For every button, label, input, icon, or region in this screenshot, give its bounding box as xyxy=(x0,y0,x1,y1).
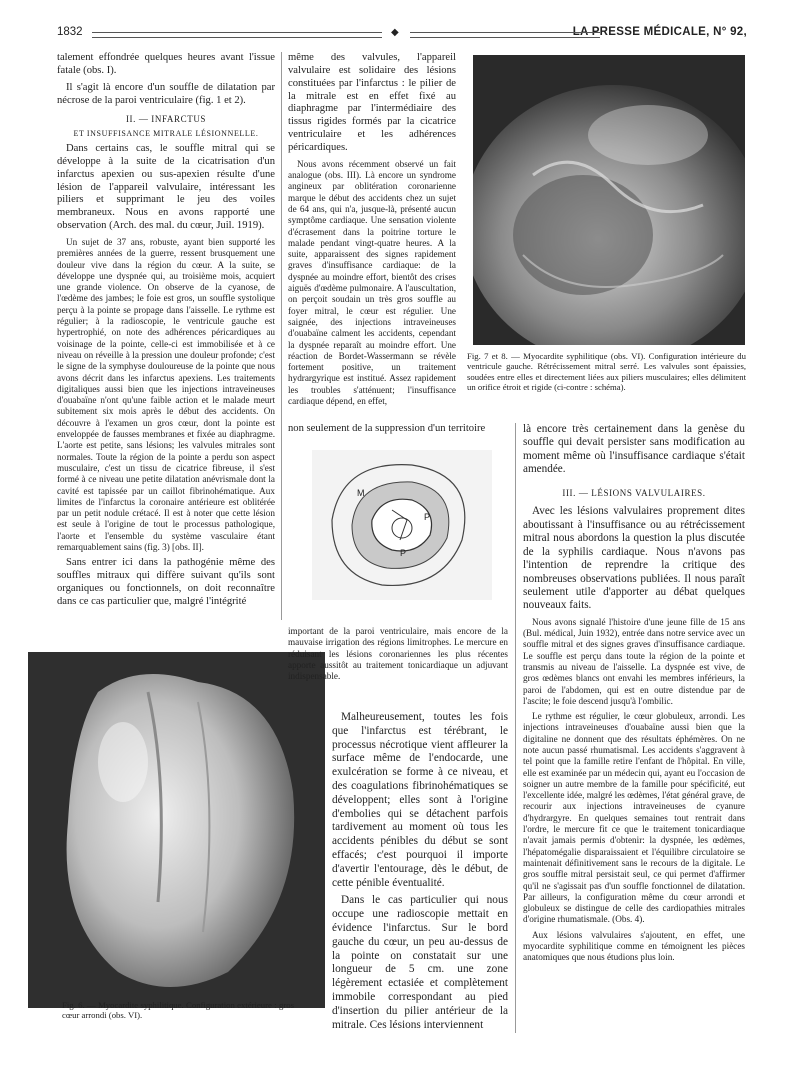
column-1 xyxy=(57,52,275,613)
column-3 xyxy=(523,423,745,968)
col2-paragraph-3: important de la paroi ventriculaire, mais encore de la mauvaise irrigation des régions limitrophes. Le mercure en réduisant les lésions coronariennes les plus récentes apporte aussitôt au traitement tonicardiaque un adjuvant indispensable. xyxy=(288,626,508,682)
col1-paragraph-1: Dans certains cas, le souffle mitral qui se développe à la suite de la cicatrisation d'un infarctus apexien ou sus-apexien résulte d'une lésion de l'appareil valvulaire, intéressant les piliers et supprimant le jeu des voiles membraneux. Nous en avons rapporté une observation (Arch. des mal. du cœur, Juil. 1919). xyxy=(57,143,275,232)
col3-paragraph-4: Le rythme est régulier, le cœur globuleux, arrondi. Les injections intraveineuses d'ouabaïne aussi bien que la digitaline ne donnent que des résultats éphémères. On ne note aucun passé rhumatismal. Les accidents s'aggravent à tel point que la famille retire l'enfant de l'hôpital. En ville, elle est examinée par un médecin qui, ayant eu l'occasion de soigner un autre membre de la famille pour spécificité, eut l'excellente idée, malgré les œdèmes, l'état général grave, de recourir aux injections intraveineuses de cyanure d'hydrargyre. En quelques semaines tout rentrait dans l'ordre, le mercure fit ce que le traitement tonicardiaque n'avait jamais permis d'obtenir: la dyspnée, les œdèmes, l'hépatomégalie disparaissaient et l'équilibre circulatoire se maintenait définitivement sans le recours de la digitale. Le gros souffle mitral persistait seul, ce qui permet d'affirmer qu'il ne s'agissait pas d'un souffle fonctionnel de dilatation. Par ailleurs, la configuration même du cœur arrondi et globuleux se distingue de celle des cardiopathies mitrales d'origine rhumatismale. (Obs. 4). xyxy=(523,711,745,925)
header-rule-right xyxy=(410,32,600,38)
col2-paragraph-4: Malheureusement, toutes les fois que l'infarctus est térébrant, le processus nécrotique vient affleurer la surface même de l'endocarde, une exulcération se forme à ce niveau, et des coagulations fibrinohématiques se développent; elles sont à l'origine d'embolies qui se détachent parfois tardivement au moment où tous les accidents pénibles du début se sont effacés; c'est pourquoi il importe d'avertir l'entourage, dès le début, de cette pénible éventualité. xyxy=(332,711,508,889)
figure-8-schema xyxy=(312,450,492,600)
col3-paragraph-3: Nous avons signalé l'histoire d'une jeune fille de 15 ans (Bul. médical, Juin 1932), entrée dans notre service avec un souffle mitral et des signes graves d'insuffisance cardiaque. Le souffle est perçu dans toute la région de la pointe et transmis au niveau de l'aisselle. La dyspnée est vive, de gros œdèmes blancs ont envahi les membres inférieurs, la paroi de l'abdomen, qui est en outre distendue par de l'ascite; le foie descend jusqu'à l'ombilic. xyxy=(523,616,745,706)
schema-label-p2: P xyxy=(400,548,407,558)
header-diamond-icon: ◆ xyxy=(391,27,399,38)
section-title-infarctus: II. — INFARCTUS xyxy=(125,114,207,125)
col3-paragraph-1: là encore très certainement dans la genèse du souffle qui devait persister sans modification au moment même où l'insuffisance cardiaque s'était amendée. xyxy=(523,423,745,476)
col3-paragraph-2: Avec les lésions valvulaires proprement dites aboutissant à l'insuffisance ou au rétrécissement mitral nous abordons la question la plus discutée de la syphilis cardiaque. Nous n'avons pas l'intention de reprendre la critique des nombreuses observations publiées. Il nous paraît seulement utile d'apporter au débat quelques nouveaux faits. xyxy=(523,505,745,612)
column-2-lower xyxy=(332,711,508,1036)
section-title-lesions-valvulaires: III. — LÉSIONS VALVULAIRES. xyxy=(562,487,706,498)
col2-span-line xyxy=(288,423,518,440)
heart-exterior-image xyxy=(28,652,325,1008)
col1-observation-ii: Un sujet de 37 ans, robuste, ayant bien supporté les premières années de la guerre, ressent brusquement une douleur vive dans la région du cœur. A la suite, se développe une dyspnée qui, au troisième mois, acquiert une grande violence. On observe de la cyanose, de l'œdème des jambes; le foie est gros, un souffle systolique perçu à la pointe se propage dans l'aisselle. Le rythme est régulier; à la radioscopie, le ventricule gauche est hypertrophié, on note des adhérences péricardiques au voisinage de la pointe, celle-ci est immobilisée et à ce niveau on réveille à la pression une douleur profonde; c'est le signe de la symphyse douloureuse de la pointe que nous avons décrit dans les infarctus apexiens. Les traitements digitaliques aussi bien que les injections intraveineuses d'ouabaïne n'ont qu'une faible action et le malade meurt subitement six mois après le début des accidents. On découvre à l'examen un gros cœur, dont la pointe est enveloppée de fausses membranes et fixée au diaphragme. L'aorte est petite, sans lésions; les valvules mitrales sont normales. Toute la région de la pointe a perdu son aspect musculaire, c'est un tissu de cicatrice fibreuse, il s'est formé à ce niveau une petite dilatation anévrismale dont la cavité est tapissée par un caillot fibrinohématique. Aux limites de l'infarctus la coronaire antérieure est oblitérée par un petit nodule crétacé. Il est à noter que cette lésion est seule à l'origine de tout le processus pathologique, l'aorte et l'ensemble du système vasculaire étant remarquablement sains (fig. 3) [obs. II]. xyxy=(57,236,275,552)
col1-paragraph-ii: Il s'agit là encore d'un souffle de dilatation par nécrose de la paroi ventriculaire (fig. 1 et 2). xyxy=(57,81,275,106)
col1-intro: talement effondrée quelques heures avant l'issue fatale (obs. I). xyxy=(57,52,275,76)
col2-paragraph-2-end: non seulement de la suppression d'un territoire xyxy=(288,423,486,434)
column-2-lower-wide xyxy=(288,626,508,686)
column-divider-2 xyxy=(515,423,516,1033)
figure-7-photo xyxy=(473,55,745,345)
col3-paragraph-5: Aux lésions valvulaires s'ajoutent, en effet, une myocardite syphilitique comme en témoignent les pièces anatomiques que nous étudions plus loin. xyxy=(523,929,745,963)
figure-6-caption: Fig. 6. — Myocardite syphilitique. Configuration extérieure : gros cœur arrondi (obs. VI). xyxy=(62,1000,294,1021)
schema-label-m: M xyxy=(357,488,365,498)
figure-7-8-caption: Fig. 7 et 8. — Myocardite syphilitique (obs. VI). Configuration intérieure du ventricule gauche. Rétrécissement mitral serré. Les valvules sont épaissies, soudées entre elles et directement liées aux piliers musculaires; elles délimitent un orifice étroit et rigide (ci-contre : schéma). xyxy=(467,351,746,393)
column-divider-1 xyxy=(281,52,282,620)
page-number: 1832 xyxy=(57,26,83,38)
section-subtitle-insuffisance: ET INSUFFISANCE MITRALE LÉSIONNELLE. xyxy=(73,129,259,139)
col2-paragraph-5: Dans le cas particulier qui nous occupe une radioscopie mettait en évidence l'infarctus. Sur le bord gauche du cœur, un peu au-dessus de la pointe on constatait sur une longueur de 5 cm. une zone légèrement ectasiée et complètement immobile correspondant au pied d'insertion du pilier antérieur de la mitrale. Ces lésions interviennent xyxy=(332,894,508,1031)
schema-label-p1: P xyxy=(424,512,431,522)
header-rule-left xyxy=(92,32,382,38)
col2-paragraph-1: même des valvules, l'appareil valvulaire est solidaire des lésions constituées par l'infarctus : le pilier de la mitrale est en effet fixé au diaphragme par l'intermédiaire des tissus rigides formés par la cicatrice ventriculaire et les adhérences péricardiques. xyxy=(288,52,456,153)
heart-schema-drawing xyxy=(312,450,492,600)
col1-paragraph-3: Sans entrer ici dans la pathogénie même des souffles mitraux qui diffère suivant qu'ils sont organiques ou fonctionnels, on doit reconnaître dans ce cas particulier que, malgré l'intégrité xyxy=(57,557,275,607)
column-2-upper xyxy=(288,52,456,411)
col2-observation-iii: Nous avons récemment observé un fait analogue (obs. III). Là encore un syndrome angineux par oblitération coronarienne marque le début des accidents chez un sujet de 64 ans, qui n'a, jusque-là, présenté aucun symptôme cardiaque. Une sensation violente d'écrasement dans la poitrine torture le malade pendant vingt-quatre heures. A la suite, apparaissent des signes rapidement graves d'insuffisance cardiaque: de la dyspnée au moindre effort, bientôt des crises aiguës d'œdème pulmonaire. A l'auscultation, on perçoit soudain un très gros souffle au foyer mitral, le cœur est régulier. Une saignée, des injections intraveineuses d'ouabaïne calment les accidents, cependant la dyspnée reparaît au moindre effort. Une réaction de Bordet-Wassermann se révèle fortement positive, un traitement hydrargyrique est institué. Assez rapidement les troubles s'atténuent; l'insuffisance cardiaque dépend, en effet, xyxy=(288,158,456,406)
heart-interior-image xyxy=(473,55,745,345)
figure-6-photo xyxy=(28,652,325,1008)
journal-title: LA PRESSE MÉDICALE, N° 92, xyxy=(572,26,747,38)
